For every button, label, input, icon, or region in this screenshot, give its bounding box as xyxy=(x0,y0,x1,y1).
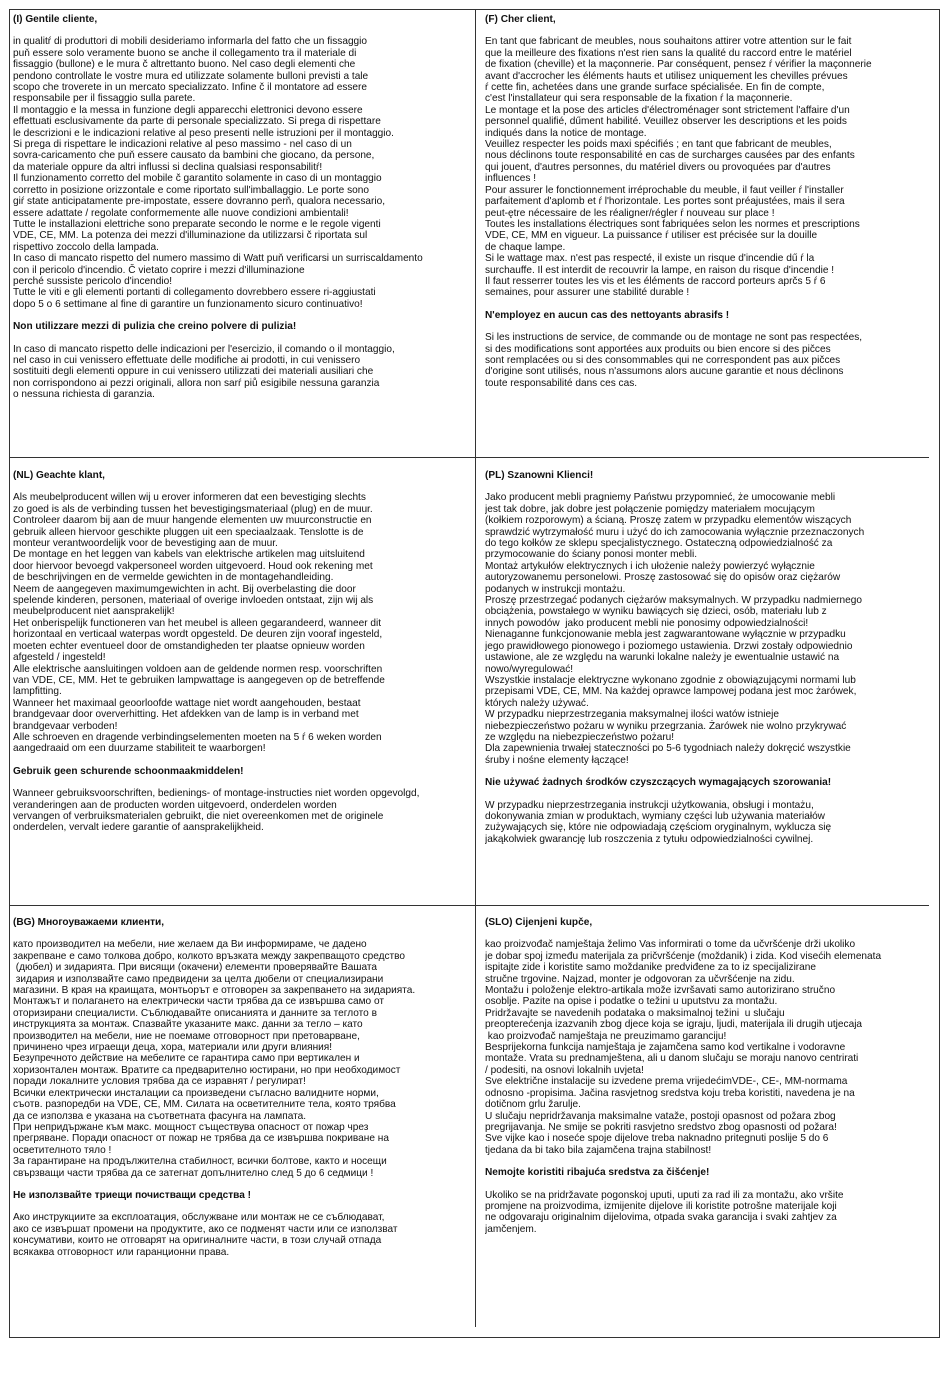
text-line: de beschrijvingen en de vermelde gewichten in de montagehandleiding. xyxy=(13,572,334,584)
text-line: jamčenjem. xyxy=(485,1223,537,1235)
text-line: jego prawidłowego pionowego i poziomego ustawienia. Drzwi zostały odpowiednio xyxy=(485,640,853,652)
text-line: non corrispondono ai pezzi originali, allora non sarŕ piů esigibile nessuna garanzia xyxy=(13,377,380,389)
text-line: toute responsabilité dans ces cas. xyxy=(485,377,638,389)
text-line: veranderingen aan de producten worden uitgevoerd, onderdelen worden xyxy=(13,799,337,811)
text-line: moeten echter eventueel door de omstandigheden ter plaatse opnieuw worden xyxy=(13,640,365,652)
text-line: De montage en het leggen van kabels van elektrische artikelen mag uitsluitend xyxy=(13,549,365,561)
text-line: peut-ętre nécessaire de les réaligner/régler ŕ nouveau sur place ! xyxy=(485,207,775,219)
text-line: Si le wattage max. n'est pas respecté, il existe un risque d'incendie dű ŕ la xyxy=(485,253,815,265)
text-line: je dobar spoj između materijala za pričvršćenje (moždanik) i zida. Kod visećih elemenata xyxy=(485,950,882,962)
text-line: nel caso in cui venissero effettuate delle modifiche ai prodotti, in cui venissero xyxy=(13,354,361,366)
cleaning-warning: Nemojte koristiti ribajuća sredstva za čišćenje! xyxy=(485,1167,710,1179)
text-line: lampfitting. xyxy=(13,686,62,698)
text-line: preopterećenja izazvanih zbog djece koja se igraju, ljudi, materijala ili drugih utjecaja xyxy=(485,1019,863,1031)
text-line: При непридържане към макс. мощност съществува опасност от пожар чрез xyxy=(13,1121,369,1133)
text-line: osoblje. Pazite na opise i podatke o težini u uputstvu za montažu. xyxy=(485,996,778,1008)
text-line: консумативи, които не отговарят на оригиналните части, в този случай отпада xyxy=(13,1235,382,1247)
text-line: ако се извършат промени на продуктите, ако се подменят части или се използват xyxy=(13,1223,398,1235)
text-line: parfaitement d'aplomb et ŕ l'horizontale. Les portes sont préajustées, mais il sera xyxy=(485,196,845,208)
text-line: Ukoliko se na pridržavate pogonskoj uputi, uputi za rad ili za montažu, ako vršite xyxy=(485,1189,844,1201)
text-line: осветителното тяло ! xyxy=(13,1144,112,1156)
text-line: Wszystkie instalacje elektryczne wykonano zgodnie z obowiązującymi normami lub xyxy=(485,674,856,686)
text-line: да се използва е указана на съответната фасунга на лампата. xyxy=(13,1110,307,1122)
text-line: indiqués dans la notice de montage. xyxy=(485,127,647,139)
text-line: всякаква отговорност или гаранционни права. xyxy=(13,1246,230,1258)
paragraph-gap xyxy=(485,299,935,310)
text-line: ŕ cette fin, achetées dans une grande surface spécialisée. En fin de compte, xyxy=(485,82,825,94)
text-line: поради локалните условия трябва да се изравнят / регулират! xyxy=(13,1076,306,1088)
text-line: En tant que fabricant de meubles, nous souhaitons attirer votre attention sur le fait xyxy=(485,36,852,48)
text-line: van VDE, CE, MM. Het te gebruiken lampwattage is aangegeven op de betreffende xyxy=(13,674,385,686)
section-nl xyxy=(13,470,471,900)
text-line: tjedana da bi tako bila zajamčena trajna stabilnost! xyxy=(485,1144,712,1156)
column-divider xyxy=(475,9,476,1327)
text-line: de chaque lampe. xyxy=(485,241,566,253)
text-line: съотв. разпоредби на VDE, CE, MM. Силата на осветителните тела, която трябва xyxy=(13,1099,396,1111)
text-line: Dla zapewnienia trwałej stateczności po 5-6 tygodniach należy dokręcić wszystkie xyxy=(485,743,851,755)
text-line: инструкцията за монтаж. Спазвайте указаните макс. данни за тегло – като xyxy=(13,1019,363,1031)
text-line: si des modifications sont apportées aux produits ou bien encore si des pičces xyxy=(485,343,831,355)
text-line: Toutes les installations électriques sont fabriquées selon les normes et prescriptions xyxy=(485,218,860,230)
text-line: магазини. В края на краищата, монтьорът е отговорен за закрепването на зидарията. xyxy=(13,985,416,997)
text-line: nowo/wyregulować! xyxy=(485,663,574,675)
text-line: d'origine sont utilisés, nous n'assumons alors aucune garantie et nous déclinons xyxy=(485,366,844,378)
text-line: gebruik alleen hiervoor geschikte pluggen uit een speciaalzaak. Tenslotte is de xyxy=(13,526,364,538)
text-line: effettuati esclusivamente da parte di personale specializzato. Si prega di rispettare xyxy=(13,116,381,128)
text-line: W przypadku nieprzestrzegania maksymalnej ilości watów istnieje xyxy=(485,709,779,721)
text-line: За гарантиране на продължителна стабилност, всички болтове, както и носещи xyxy=(13,1156,387,1168)
text-line: Alle elektrische aansluitingen voldoen aan de geldende normen resp. voorschriften xyxy=(13,663,383,675)
text-line: Als meubelproducent willen wij u erover informeren dat een bevestiging slechts xyxy=(13,492,366,504)
text-line: Nienaganne funkcjonowanie mebla jest zagwarantowane wyłącznie w przypadku xyxy=(485,629,846,641)
text-line: scopo che troverete in un mercato specializzato. Infine č il montatore ad essere xyxy=(13,82,368,94)
cleaning-warning: N'employez en aucun cas des nettoyants abrasifs ! xyxy=(485,309,730,321)
text-line: ispitajte zide i koristite samo moždanike predviđene za to iz specijalizirane xyxy=(485,962,817,974)
section-title: (BG) Многоуважаеми клиенти, xyxy=(13,917,165,928)
text-line: ze względu na niebezpieczeństwo pożaru! xyxy=(485,731,675,743)
text-line: Veuillez respecter les poids maxi spécifiés ; en tant que fabricant de meubles, xyxy=(485,139,832,151)
cleaning-warning: Non utilizzare mezzi di pulizia che creino polvere di pulizia! xyxy=(13,321,297,333)
text-line: / podesiti, na osnovi lokalnih uvjeta! xyxy=(485,1064,644,1076)
text-line: Alle schroeven en dragende verbindingselementen moeten na 5 ŕ 6 weken worden xyxy=(13,731,382,743)
text-line: Монтажът и полагането на електрически части трябва да се извършва само от xyxy=(13,996,384,1008)
text-line: afgesteld / ingesteld! xyxy=(13,652,106,664)
text-line: con il pericolo d'incendio. Č vietato coprire i mezzi d'illuminazione xyxy=(13,264,305,276)
text-line: odnosno -propisima. Jačina rasvjetnog sredstva koju treba koristiti, navedena je na xyxy=(485,1087,855,1099)
text-line: зидария и използвайте само предвидени за целта дюбели от специализирани xyxy=(13,973,384,985)
text-line: c'est l'installateur qui sera responsable de la fixation ŕ la maçonnerie. xyxy=(485,93,793,105)
row-divider-2 xyxy=(9,905,929,906)
text-line: fissaggio (bullone) e le mura č altrettanto buono. Nel caso degli elementi che xyxy=(13,59,356,71)
section-slo xyxy=(485,917,935,1317)
text-line: хоризонтален монтаж. Вратите са предварително юстирани, но при необходимост xyxy=(13,1064,401,1076)
text-line: jakąkolwiek gwarancję lub roszczenia z tytułu odpowiedzialności cywilnej. xyxy=(485,833,814,845)
text-line: Il faut resserrer toutes les vis et les éléments de raccord porteurs aprčs 5 ŕ 6 xyxy=(485,275,826,287)
text-line: innych powodów jako producent mebli nie ponosimy odpowiedzialności! xyxy=(485,617,809,629)
text-line: brandgevaar verboden! xyxy=(13,720,118,732)
text-line: VDE, CE, MM en vigueur. La puissance ŕ utiliser est précisée sur la douille xyxy=(485,230,818,242)
text-line: Controleer daarom bij aan de muur hangende elementen uw muurconstructie en xyxy=(13,515,372,527)
text-line: monteur verantwoordelijk voor de bevestiging aan de muur. xyxy=(13,538,278,550)
text-line: autoryzowanemu personelowi. Proszę zastosować się do opisów oraz ciężarów xyxy=(485,572,841,584)
text-line: śruby i nośne elementy łączące! xyxy=(485,754,629,766)
text-line: Pridržavajte se navedenih podataka o maksimalnoj težini u slučaju xyxy=(485,1007,785,1019)
section-pl xyxy=(485,470,935,900)
text-line: sovra-caricamento che puň essere causato da bambini che giocano, da persone, xyxy=(13,150,375,162)
text-line: Le montage et la pose des articles d'électroménager sont strictement l'affaire d'un xyxy=(485,104,850,116)
text-line: do tego kołków ze sklepu specjalistycznego. Ostateczną odpowiedzialność za xyxy=(485,538,833,550)
text-line: avant d'accrocher les éléments hauts et utilisez uniquement les chevilles prévues xyxy=(485,70,848,82)
text-line: (kołkiem rozporowym) a ścianą. Proszę zatem w przypadku elementów wiszących xyxy=(485,515,852,527)
text-line: причинено чрез играещи деца, хора, материали или други влияния! xyxy=(13,1042,333,1054)
text-line: in qualitŕ di produttori di mobili desideriamo informarla del fatto che un fissaggio xyxy=(13,36,368,48)
paragraph-gap xyxy=(485,1179,935,1190)
text-line: puň essere solo veramente buono se anche il collegamento tra il materiale di xyxy=(13,47,357,59)
text-line: VDE, CE, MM. La potenza dei mezzi d'illuminazione da utilizzarsi č riportata sul xyxy=(13,230,368,242)
paragraph-gap xyxy=(485,766,935,777)
text-line: W przypadku nieprzestrzegania instrukcji użytkowania, obsługi i montażu, xyxy=(485,799,814,811)
paragraph-gap xyxy=(485,789,935,800)
text-line: obciążenia, powstałego w wyniku bawiących się dzieci, osób, materiału lub z xyxy=(485,606,827,618)
paragraph-gap xyxy=(13,333,471,344)
text-line: оторизирани специалисти. Съблюдавайте описанията и данните за теглото в xyxy=(13,1007,377,1019)
text-line: promjene na proizvodima, izmijenite dijelove ili koristite potrošne materijale koji xyxy=(485,1200,837,1212)
text-line: meubelproducent niet aansprakelijk! xyxy=(13,606,175,618)
section-title: (PL) Szanowni Klienci! xyxy=(485,470,594,481)
paragraph-gap xyxy=(13,1201,471,1212)
cleaning-warning: Nie używać żadnych środków czyszczących wymagających szorowania! xyxy=(485,777,832,789)
text-line: Sve električne instalacije su izvedene prema vrijedećimVDE-, CE-, MM-normama xyxy=(485,1076,848,1088)
text-line: przymocowanie do ściany ponosi monter mebli. xyxy=(485,549,698,561)
text-line: свързващи части трябва да се затегнат допълнително след 5 до 6 седмици ! xyxy=(13,1167,374,1179)
text-line: прегряване. Поради опасност от пожар не трябва да се извършва покриване на xyxy=(13,1133,389,1145)
text-line: door hiervoor bevoegd vakpersoneel worden uitgevoerd. Houd ook rekening met xyxy=(13,560,373,572)
text-line: Si prega di rispettare le indicazioni relative al peso massimo - nel caso di un xyxy=(13,139,352,151)
text-line: giŕ state anticipatamente pre-impostate, essere dovranno perň, qualora necessario, xyxy=(13,196,385,208)
text-line: Besprijekorna funkcija namještaja je zajamčena samo kod vertikalne i vodoravne xyxy=(485,1042,846,1054)
text-line: horizontaal en verticaal waterpas wordt opgesteld. De deuren zijn vooraf ingesteld, xyxy=(13,629,383,641)
text-line: vervangen of verbruiksmaterialen gebruikt, die niet overeenkomen met de originele xyxy=(13,810,384,822)
section-title: (I) Gentile cliente, xyxy=(13,14,98,25)
text-line: U slučaju nepridržavanja maksimalne vataže, postoji opasnost od požara zbog xyxy=(485,1110,836,1122)
paragraph-gap xyxy=(485,1156,935,1167)
text-line: stručne trgovine. Najzad, monter je odgovoran za učvršćenje na zidu. xyxy=(485,973,795,985)
text-line: de fixation (cheville) et la maçonnerie. Par conséquent, pensez ŕ vérifier la maçonnerie xyxy=(485,59,872,71)
text-line: rispettivo zoccolo della lampada. xyxy=(13,241,159,253)
text-line: kao proizvođač namještaja želimo Vas informirati o tome da učvršćenje drži ukoliko xyxy=(485,939,856,951)
text-line: brandgevaar door oververhitting. Het afdekken van de lamp is in verband met xyxy=(13,709,359,721)
text-line: da materiale oppure da altri influssi si declina qualsiasi responsabilitŕ! xyxy=(13,161,323,173)
text-line: pregrijavanja. Ne smije se pokriti rasvjetno sredstvo zbog opasnosti od požara! xyxy=(485,1121,837,1133)
text-line: производител на мебели, ние не поемаме отговорност при претоварване, xyxy=(13,1030,360,1042)
text-line: Il montaggio e la messa in funzione degli apparecchi elettronici devono essere xyxy=(13,104,363,116)
row-divider-1 xyxy=(9,457,929,458)
section-title: (F) Cher client, xyxy=(485,14,556,25)
text-line: Montaż artykułów elektrycznych i ich ułożenie należy powierzyć wyłącznie xyxy=(485,560,815,572)
text-line: zo goed is als de verbinding tussen het bevestigingsmateriaal (plug) en de muur. xyxy=(13,503,373,515)
text-line: Wanneer gebruiksvoorschriften, bedienings- of montage-instructies niet worden opgevolgd, xyxy=(13,788,420,800)
text-line: niebezpieczeństwo pożaru w wyniku przegrzania. Żarówek nie wolno przykrywać xyxy=(485,720,847,732)
paragraph-gap xyxy=(13,755,471,766)
text-line: Montažu i položenje elektro-artikala može izvršavati samo autorizirano stručno xyxy=(485,985,836,997)
text-line: dopo 5 o 6 settimane al fine di garantire un funzionamento sicuro continuativo! xyxy=(13,298,363,310)
text-line: qui jouent, d'autres personnes, du matériel divers ou provoquées par d'autres xyxy=(485,161,831,173)
text-line: onderdelen, vervalt iedere garantie of aansprakelijkheid. xyxy=(13,822,264,834)
text-line: Tutte le viti e gli elementi portanti di collegamento dovrebbero essere ri-aggiustati xyxy=(13,287,376,299)
text-line: Безупречното действие на мебелите се гарантира само при вертикален и xyxy=(13,1053,360,1065)
text-line: In caso di mancato rispetto delle indicazioni per l'esercizio, il comando o il montaggio, xyxy=(13,343,395,355)
text-line: corretto in posizione orizzontale e come riportato sull'imballaggio. Le porte sono xyxy=(13,184,369,196)
section-title: (NL) Geachte klant, xyxy=(13,470,105,481)
text-line: nous déclinons toute responsabilité en cas de surcharges causées par des enfants xyxy=(485,150,855,162)
text-line: ne odgovaraju originalnim dijelovima, otpada svaka garancija i svaki zahtjev za xyxy=(485,1212,837,1224)
text-line: le descrizioni e le indicazioni relative al peso presenti nelle istruzioni per il montaggio. xyxy=(13,127,394,139)
text-line: surchauffe. Il est interdit de recouvrir la lampe, en raison du risque d'incendie ! xyxy=(485,264,835,276)
text-line: responsabile per il fissaggio sulla parete. xyxy=(13,93,196,105)
text-line: Wanneer het maximaal geoorloofde wattage niet wordt aangehouden, bestaat xyxy=(13,697,361,709)
text-line: Ако инструкциите за експлоатация, обслужване или монтаж не се съблюдават, xyxy=(13,1212,385,1224)
text-line: personnel qualifié, dűment habilité. Veuillez observer les descriptions et les poids xyxy=(485,116,847,128)
text-line: Het onberispelijk functioneren van het meubel is alleen gegarandeerd, wanneer dit xyxy=(13,617,382,629)
text-line: sprawdzić wytrzymałość muru i użyć do ich zamocowania wyłącznie przeznaczonych xyxy=(485,526,865,538)
text-line: essere adattate / regolate conformemente alle nuove condizioni ambientali! xyxy=(13,207,349,219)
text-line: Neem de aangegeven maximumgewichten in acht. Bij overbelasting die door xyxy=(13,583,356,595)
section-fr xyxy=(485,14,935,454)
text-line: przepisami VDE, CE, MM. Na każdej oprawce lampowej podana jest moc żarówek, xyxy=(485,686,857,698)
text-line: Jako producent mebli pragniemy Państwu przypomnieć, że umocowanie mebli xyxy=(485,492,836,504)
text-line: spelende kinderen, personen, materiaal of overige invloeden ontstaat, zijn wij als xyxy=(13,595,374,607)
text-line: que la meilleure des fixations n'est rien sans la qualité du raccord entre le matériel xyxy=(485,47,852,59)
text-line: Pour assurer le fonctionnement irréprochable du meuble, il faut veiller ŕ l'installer xyxy=(485,184,844,196)
text-line: semaines, pour assurer une stabilité durable ! xyxy=(485,287,690,299)
cleaning-warning: Не използвайте триещи почистващи средства ! xyxy=(13,1189,251,1201)
text-line: като производител на мебели, ние желаем да Ви информираме, че дадено xyxy=(13,939,367,951)
text-line: (дюбел) и зидарията. При висящи (окачени) елементи проверявайте Вашата xyxy=(13,962,377,974)
cleaning-warning: Gebruik geen schurende schoonmaakmiddelen! xyxy=(13,765,244,777)
paragraph-gap xyxy=(13,310,471,321)
text-line: Il funzionamento corretto del mobile č garantito solamente in caso di un montaggio xyxy=(13,173,382,185)
paragraph-gap xyxy=(13,777,471,788)
text-line: Si les instructions de service, de commande ou de montage ne sont pas respectées, xyxy=(485,332,863,344)
section-it xyxy=(13,14,471,454)
text-line: kao proizvođač namještaja ne preuzimamo garanciju! xyxy=(485,1030,727,1042)
text-line: aangedraaid om een duurzame stabiliteit te waarborgen! xyxy=(13,743,266,755)
text-line: podanych w instrukcji montażu. xyxy=(485,583,626,595)
text-line: закрепване е само толкова добро, колкото връзката между закрепващото средство xyxy=(13,950,406,962)
paragraph-gap xyxy=(485,321,935,332)
text-line: dotičnom grlu žarulje. xyxy=(485,1099,581,1111)
text-line: sostituiti degli elementi oppure in cui venissero utilizzati dei materiali ausiliari che xyxy=(13,366,374,378)
text-line: In caso di mancato rispetto del numero massimo di Watt puň verificarsi un surriscaldamento xyxy=(13,253,423,265)
text-line: zużywających się, które nie odpowiadają częściom oryginalnym, wyklucza się xyxy=(485,822,832,834)
paragraph-gap xyxy=(13,1179,471,1190)
text-line: sont remplacées ou si des consommables qui ne correspondent pas aux pičces xyxy=(485,354,841,366)
text-line: pendono controllate le vostre mura ed utilizzate solamente bulloni previsti a tale xyxy=(13,70,369,82)
text-line: Tutte le installazioni elettriche sono preparate secondo le norme e le regole vigenti xyxy=(13,218,381,230)
text-line: ustawione, ale ze względu na warunki lokalne należy je ewentualnie ustawić na xyxy=(485,652,840,664)
text-line: Sve vijke kao i noseće spoje dijelove treba naknadno pritegnuti poslije 5 do 6 xyxy=(485,1133,829,1145)
text-line: montaže. Vrata su prednamještena, ali u danom slučaju se moraju nanovo centrirati xyxy=(485,1053,859,1065)
text-line: dokonywania zmian w produktach, wymiany części lub używania materiałów xyxy=(485,810,825,822)
text-line: których należy używać. xyxy=(485,697,589,709)
text-line: o nessuna richiesta di garanzia. xyxy=(13,389,155,401)
text-line: Proszę przestrzegać podanych ciężarów maksymalnych. W przypadku nadmiernego xyxy=(485,595,863,607)
text-line: jest tak dobre, jak dobre jest połączenie pomiędzy materiałem mocującym xyxy=(485,503,815,515)
text-line: Всички електрически инсталации са произведени съгласно валидните норми, xyxy=(13,1087,379,1099)
section-title: (SLO) Cijenjeni kupče, xyxy=(485,917,593,928)
section-bg xyxy=(13,917,471,1317)
text-line: perché sussiste pericolo d'incendio! xyxy=(13,275,173,287)
text-line: influences ! xyxy=(485,173,537,185)
